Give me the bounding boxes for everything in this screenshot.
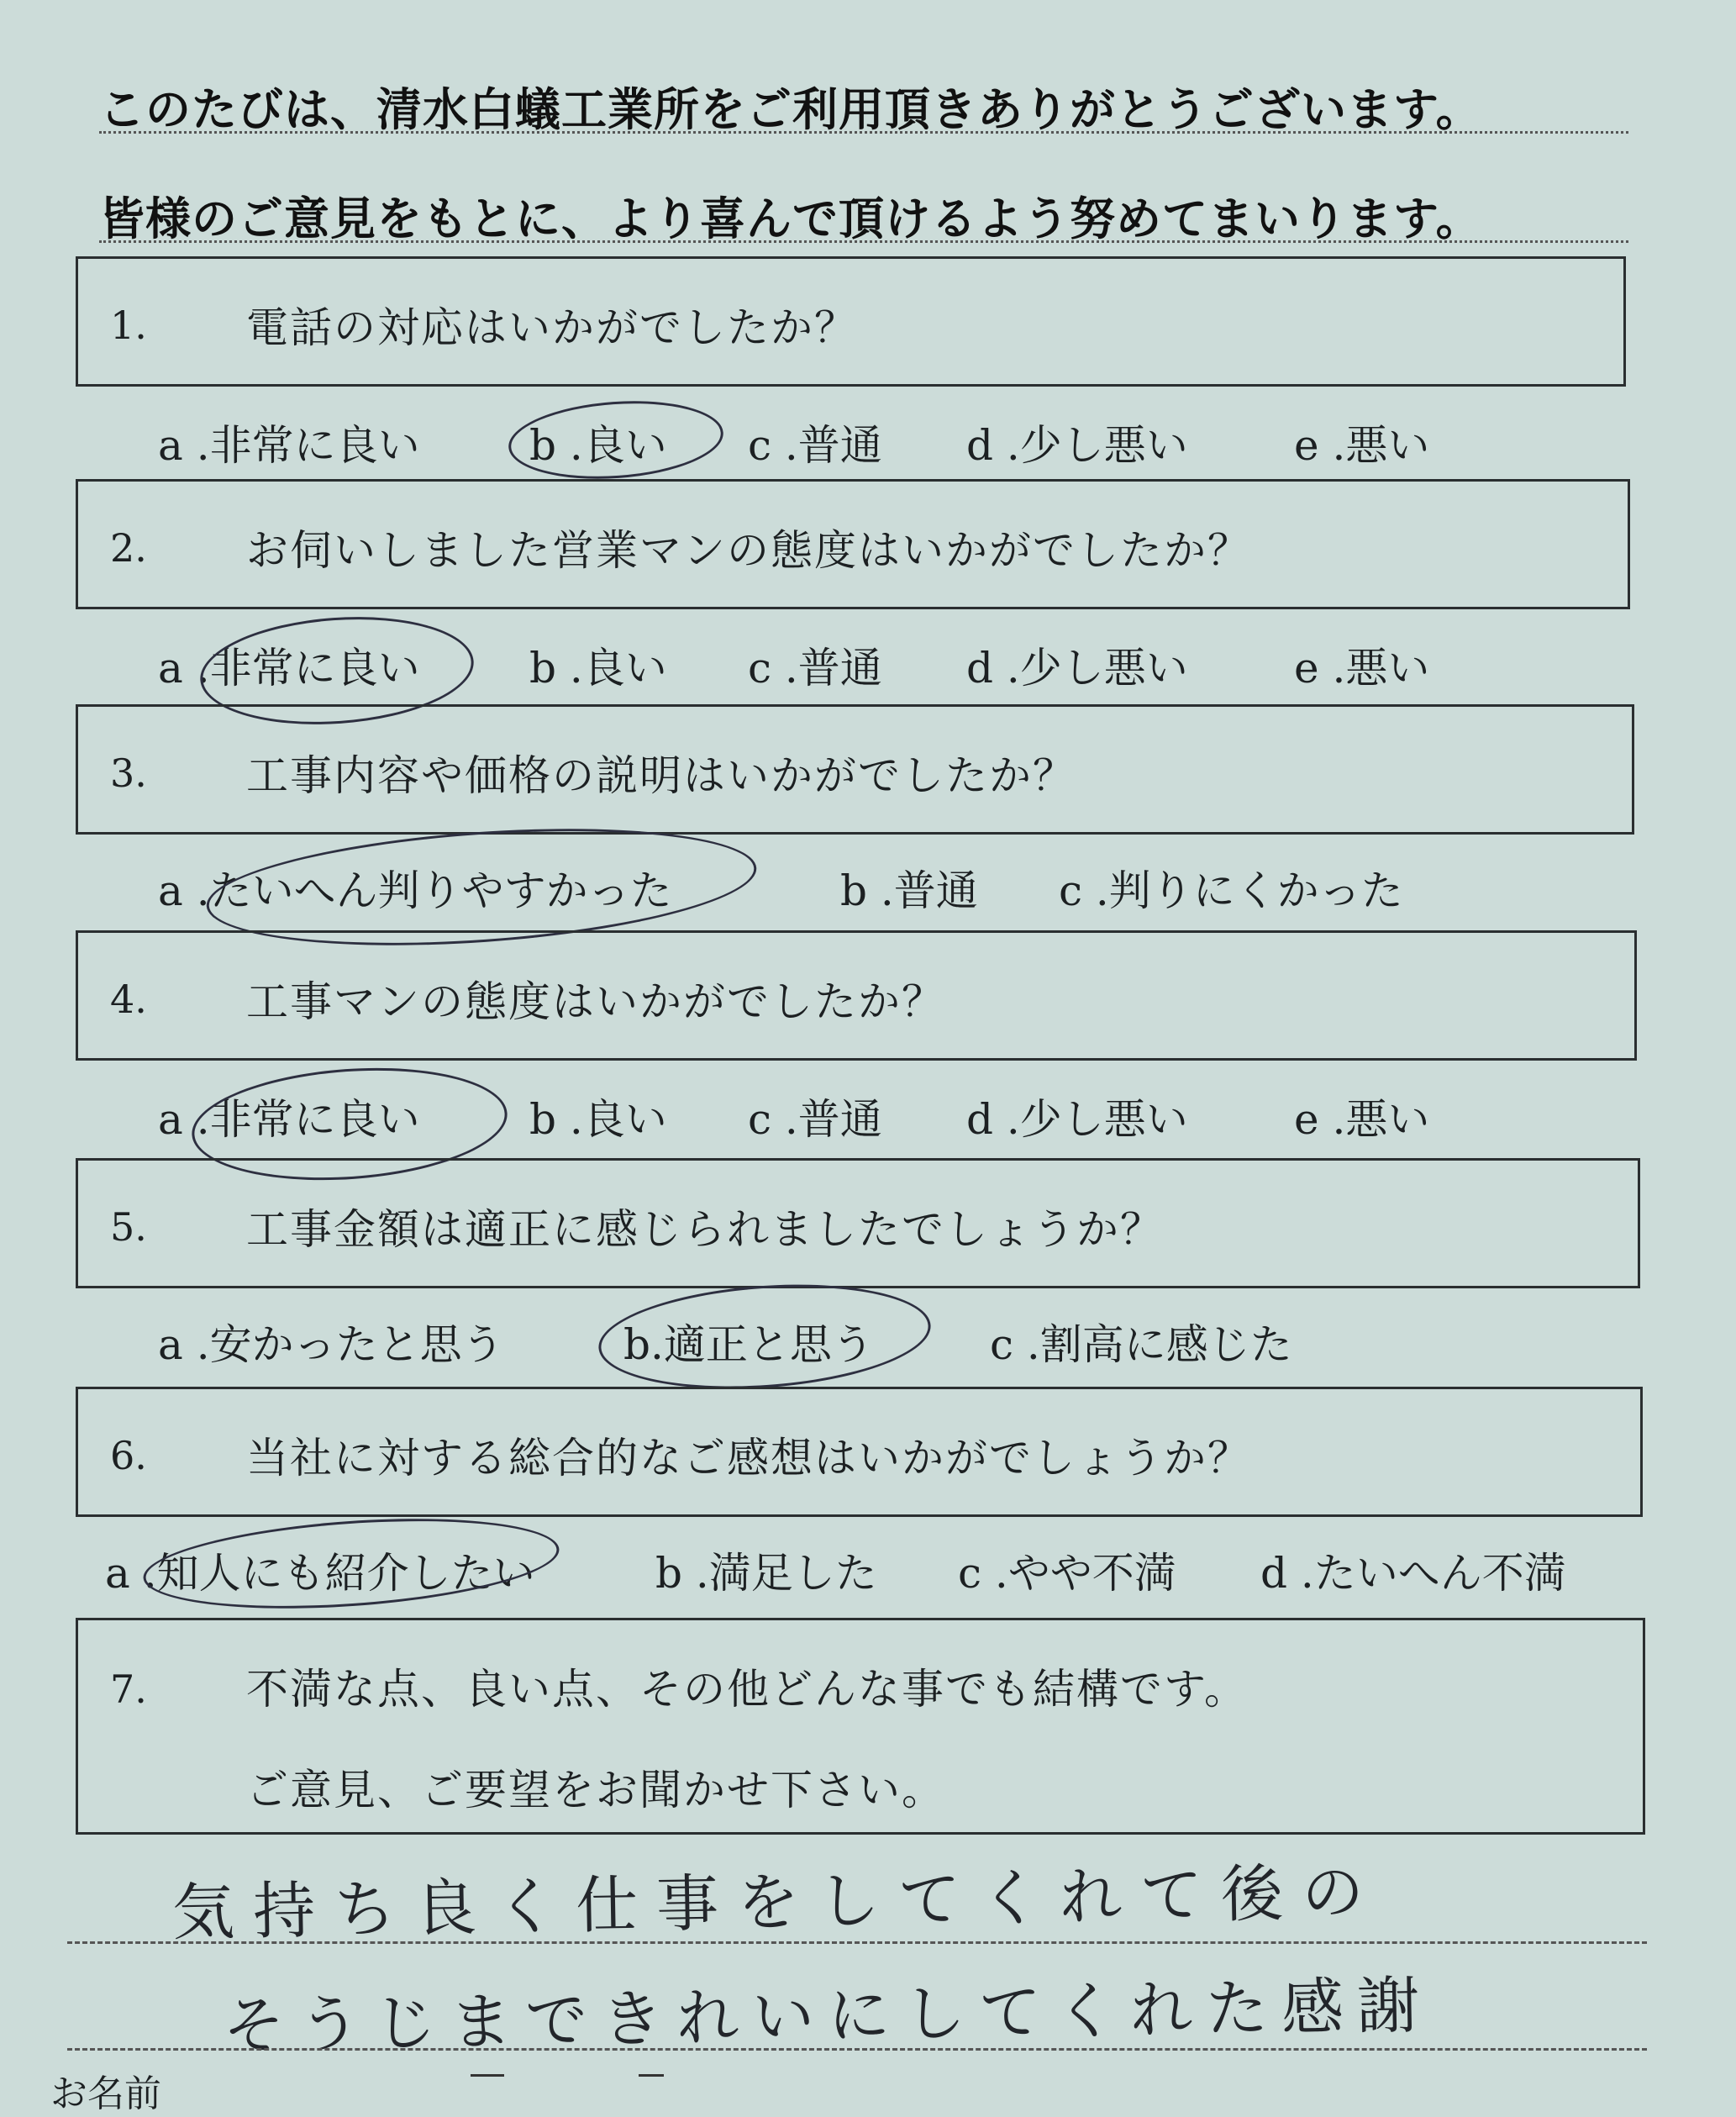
q5-selection-circle bbox=[595, 1274, 934, 1398]
q4-option-e[interactable]: e .悪い bbox=[1294, 1095, 1430, 1144]
question-4-text: 工事マンの態度はいかがでしたか？ bbox=[246, 977, 945, 1026]
q3-option-a[interactable]: a .たいへん判りやすかった bbox=[158, 866, 672, 915]
question-4-box bbox=[76, 930, 1637, 1061]
q6-option-c[interactable]: c .やや不満 bbox=[958, 1549, 1176, 1598]
q4-option-d[interactable]: d .少し悪い bbox=[966, 1095, 1188, 1144]
name-label: お名前 bbox=[50, 2072, 161, 2115]
q2-option-a[interactable]: a .非常に良い bbox=[158, 644, 420, 693]
q1-option-d[interactable]: d .少し悪い bbox=[966, 421, 1188, 470]
q1-option-e[interactable]: e .悪い bbox=[1294, 421, 1430, 470]
footer-mark-1 bbox=[471, 2074, 504, 2077]
question-6-number: 6. bbox=[110, 1433, 147, 1478]
intro-underline-2 bbox=[99, 235, 1628, 243]
q1-option-a[interactable]: a .非常に良い bbox=[158, 421, 420, 470]
q5-option-a[interactable]: a .安かったと思う bbox=[158, 1320, 504, 1369]
question-3-box bbox=[76, 704, 1634, 835]
q4-option-c[interactable]: c .普通 bbox=[748, 1095, 882, 1144]
q6-selection-circle bbox=[140, 1507, 562, 1620]
q2-option-e[interactable]: e .悪い bbox=[1294, 644, 1430, 693]
q4-option-b[interactable]: b .良い bbox=[529, 1095, 667, 1144]
footer-mark-2 bbox=[639, 2074, 664, 2077]
question-2-text: お伺いしました営業マンの態度はいかがでしたか？ bbox=[246, 526, 1251, 575]
q4-option-a[interactable]: a .非常に良い bbox=[158, 1095, 420, 1144]
handwritten-answer-line-2: そうじまできれいにしてくれた感謝 bbox=[222, 1969, 1434, 2063]
question-3-text: 工事内容や価格の説明はいかがでしたか？ bbox=[246, 751, 1076, 800]
q5-option-c[interactable]: c .割高に感じた bbox=[990, 1320, 1292, 1369]
question-3-number: 3. bbox=[110, 750, 147, 796]
answer-dashed-line-2 bbox=[67, 2048, 1647, 2051]
question-1-text: 電話の対応はいかがでしたか？ bbox=[246, 303, 858, 352]
q1-option-c[interactable]: c .普通 bbox=[748, 421, 882, 470]
q1-option-b[interactable]: b .良い bbox=[529, 421, 667, 470]
q3-option-b[interactable]: b .普通 bbox=[840, 866, 978, 915]
question-2-number: 2. bbox=[110, 525, 147, 571]
q2-option-b[interactable]: b .良い bbox=[529, 644, 667, 693]
q6-option-d[interactable]: d .たいへん不満 bbox=[1260, 1549, 1566, 1598]
question-2-box bbox=[76, 479, 1630, 609]
intro-underline-1 bbox=[99, 126, 1628, 134]
q2-option-c[interactable]: c .普通 bbox=[748, 644, 882, 693]
question-6-box bbox=[76, 1387, 1643, 1517]
question-4-number: 4. bbox=[110, 977, 147, 1022]
question-7-text: 不満な点、良い点、その他どんな事でも結構です。 bbox=[246, 1665, 1248, 1714]
handwritten-answer-line-1: 気持ち良く仕事をしてくれて後の bbox=[171, 1856, 1383, 1950]
q2-option-d[interactable]: d .少し悪い bbox=[966, 644, 1188, 693]
q3-option-c[interactable]: c .判りにくかった bbox=[1059, 866, 1403, 915]
q5-option-b[interactable]: b.適正と思う bbox=[623, 1320, 874, 1369]
answer-dashed-line-1 bbox=[67, 1941, 1647, 1944]
intro-line-2: 皆様のご意見をもとに、より喜んで頂けるよう努めてまいります。 bbox=[99, 192, 1482, 245]
question-6-text: 当社に対する総合的なご感想はいかがでしょうか？ bbox=[246, 1434, 1251, 1482]
question-5-box bbox=[76, 1158, 1640, 1288]
question-5-number: 5. bbox=[110, 1204, 147, 1250]
question-1-box bbox=[76, 256, 1626, 387]
q6-option-b[interactable]: b .満足した bbox=[655, 1549, 877, 1598]
question-5-text: 工事金額は適正に感じられましたでしょうか？ bbox=[246, 1205, 1164, 1254]
question-7-number: 7. bbox=[110, 1667, 147, 1712]
question-1-number: 1. bbox=[110, 303, 147, 348]
intro-line-1: このたびは、清水白蟻工業所をご利用頂きありがとうございます。 bbox=[99, 83, 1482, 136]
question-7-text-line-2: ご意見、ご要望をお聞かせ下さい。 bbox=[246, 1766, 945, 1814]
question-7-box bbox=[76, 1618, 1645, 1835]
q6-option-a[interactable]: a .知人にも紹介したい bbox=[105, 1549, 535, 1598]
